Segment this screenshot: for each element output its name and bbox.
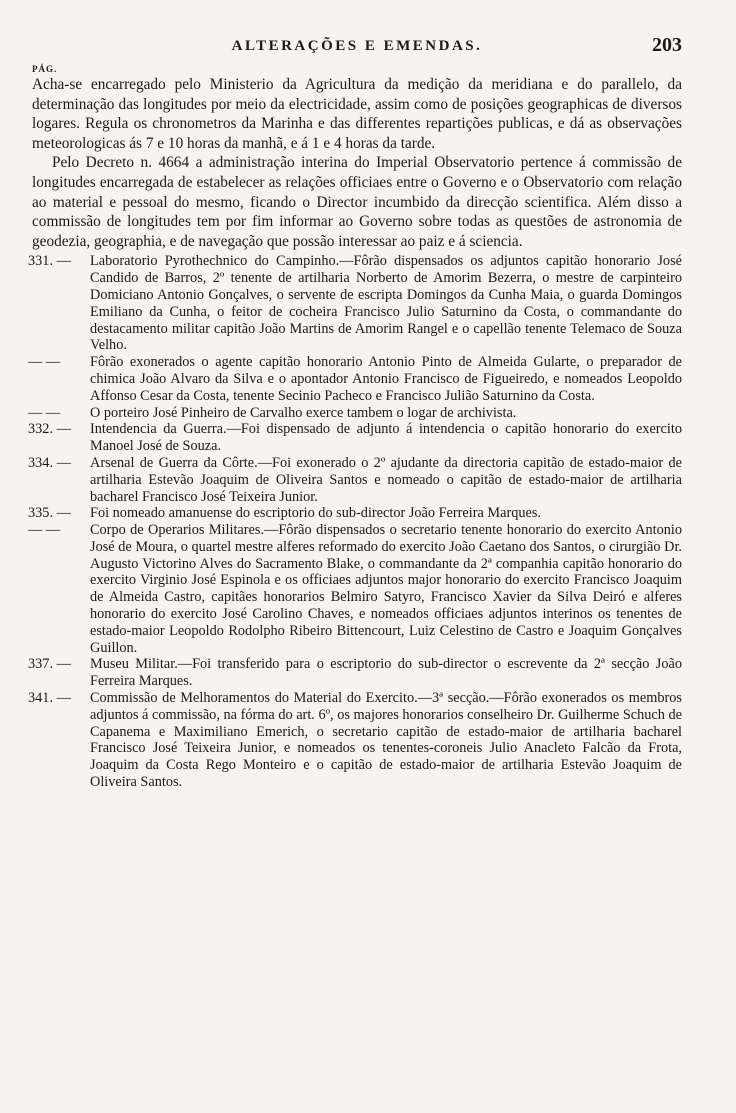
entry-text: Corpo de Operarios Militares.—Fôrão dispensados o secretario tenente honorario do exercito Antonio José de Moura, o quartel mestre alferes reformado do exercito João Caetano dos Santos, o cirurgião Dr. Augusto Victorino Alves do Sacramento Blake, o commandante da 2ª companhia capitão honorario do exercito Virginio José Espinola e os officiaes adjuntos major honorario do exercito Francisco Joaquim de Almeida Castro, capitães honorarios Belmiro Satyro, Francisco Xavier da Silva Deiró e alferes honorario do exercito José Carolino Chaves, e nomeados officiaes adjuntos interinos os tenentes de estado-maior Leopoldo Rodolpho Ribeiro Bittencourt, Luiz Celestino de Castro e Joaquim Gonçalves Guillon. [90,522,682,656]
entry-text: Laboratorio Pyrothechnico do Campinho.—Fôrão dispensados os adjuntos capitão honorario José Candido de Barros, 2º tenente de artilharia Norberto de Amorim Bezerra, o mestre de carpinteiro Domiciano Antonio Gonçalves, o servente de escripta Domingos da Cunha Maia, o guarda Domingos Emiliano da Cunha, o feitor de cocheira Francisco Julio Saturnino da Costa, o commandante do destacamento militar capitão João Martins de Amorim Rangel e o capellão tenente Telemaco de Souza Velho. [90,253,682,354]
list-item [28,690,682,791]
entry-number: — — [28,404,61,421]
entry-text: Fôrão exonerados o agente capitão honorario Antonio Pinto de Almeida Gularte, o preparador de chimica João Alvaro da Silva e o apontador Antonio Francisco de Figueiredo, e nomeados Leopoldo Affonso Cesar da Costa, tenente Secinio Pacheco e Francisco Julião Saturnino da Costa. [90,354,682,404]
list-item [28,404,682,422]
list-item [28,354,682,404]
document-page [28,34,682,791]
entry-number: 331. — [28,253,71,270]
body-paragraph: Acha-se encarregado pelo Ministerio da Agricultura da medição da meridiana e do parallelo, da determinação das longitudes por meio da electricidade, assim como de posições geographicas de diversos logares. Regula os chronometros da Marinha e das differentes repartições publicas, e dá as observações meteorologicas ás 7 e 10 horas da manhã, e á 1 e 4 horas da tarde. [32,76,682,152]
entry-text: Intendencia da Guerra.—Foi dispensado de adjunto á intendencia o capitão honorario do exercito Manoel José de Souza. [90,421,682,455]
entry-number: 341. — [28,690,71,707]
entry-number: 334. — [28,454,71,471]
list-item [28,656,682,690]
entry-text: Commissão de Melhoramentos do Material do Exercito.—3ª secção.—Fôrão exonerados os membros adjuntos á commissão, na fórma do art. 6º, os majores honorarios conselheiro Dr. Guilherme Schuch de Capanema e Maximiliano Emerich, o secretario capitão de estado-maior de artilharia bacharel Francisco José Teixeira Junior, e nomeados os tenentes-coroneis Julio Anacleto Falcão da Frota, Joaquim da Costa Rego Monteiro e o capitão de estado-maior de artilharia Estevão Joaquim de Oliveira Santos. [90,690,682,791]
page-number: 203 [652,34,682,56]
entry-text: Foi nomeado amanuense do escriptorio do sub-director João Ferreira Marques. [90,505,542,522]
list-item [28,421,682,455]
entry-text: O porteiro José Pinheiro de Carvalho exerce tambem o logar de archivista. [90,404,517,421]
list-item [28,522,682,656]
body-paragraph: Pelo Decreto n. 4664 a administração interina do Imperial Observatorio pertence á commissão de longitudes encarregada de estabelecer as relações officiaes entre o Governo e o Observatorio com relação ao material e pessoal do mesmo, ficando o Director incumbido da direcção scientifica. Além disso a commissão de longitudes tem por fim informar ao Governo sobre todas as questões de astronomia de geodezia, geographia, e de navegação que possão interessar ao paiz e á sciencia. [32,154,682,250]
list-item [28,253,682,354]
entry-number: 337. — [28,656,71,673]
entry-number: — — [28,522,61,539]
continuation-label: PÁG. [32,64,58,74]
page-header [32,34,682,68]
entry-number: — — [28,354,61,371]
entry-text: Museu Militar.—Foi transferido para o escriptorio do sub-director o escrevente da 2ª secção João Ferreira Marques. [90,656,682,690]
entry-text: Arsenal de Guerra da Côrte.—Foi exonerado o 2º ajudante da directoria capitão de estado-maior de artilharia Estevão Joaquim de Oliveira Santos e nomeado o capitão de estado-maior de artilharia bacharel Francisco José Teixeira Junior. [90,454,682,505]
entry-number: 332. — [28,421,71,438]
list-item [28,454,682,505]
running-title: ALTERAÇÕES E EMENDAS. [231,38,483,54]
entries-list [28,253,682,791]
entry-number: 335. — [28,505,71,522]
list-item [28,505,682,522]
